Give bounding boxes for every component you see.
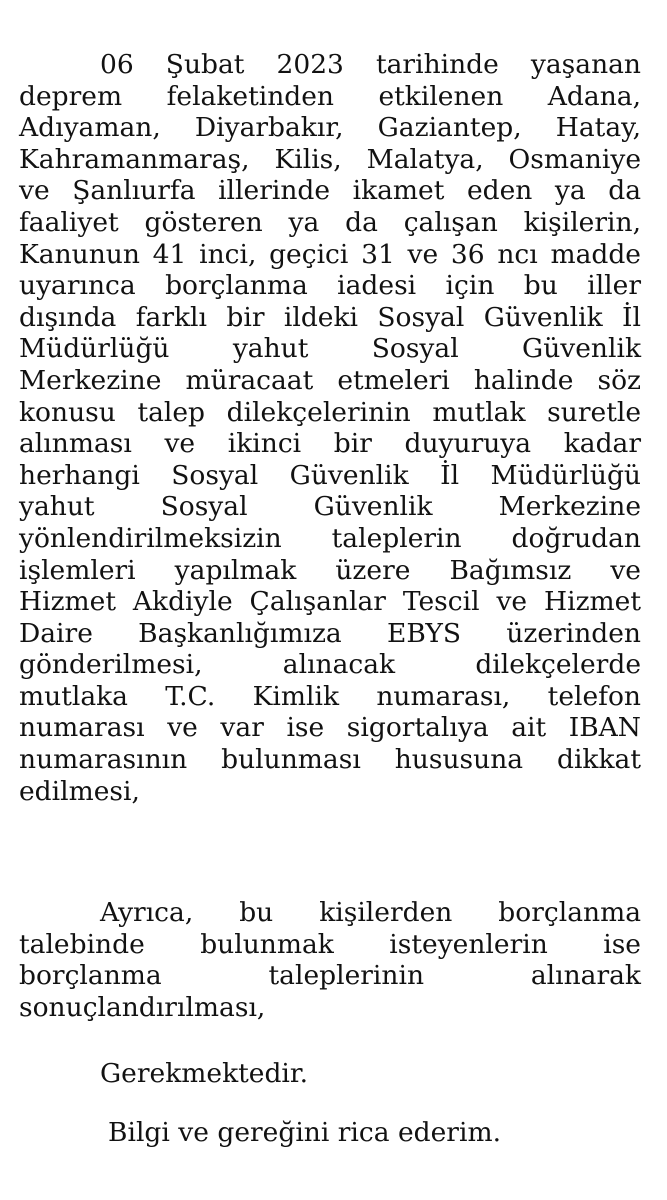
text-line: borçlanma taleplerinin alınarak xyxy=(19,960,641,992)
text-line: Adıyaman, Diyarbakır, Gaziantep, Hatay, xyxy=(19,112,641,144)
text-line: yahut Sosyal Güvenlik Merkezine xyxy=(19,491,641,523)
text-line: Ayrıca, bu kişilerden borçlanma xyxy=(100,897,641,928)
text-line: alınması ve ikinci bir duyuruya kadar xyxy=(19,428,641,460)
text-line: faaliyet gösteren ya da çalışan kişilerin, xyxy=(19,206,641,238)
body-paragraph-1 xyxy=(19,49,641,807)
closing-line xyxy=(100,1058,600,1090)
text-line: edilmesi, xyxy=(19,775,140,807)
text-line: Bilgi ve gereğini rica ederim. xyxy=(108,1117,501,1148)
text-line: Merkezine müracaat etmeleri halinde söz xyxy=(19,364,641,396)
text-line: dışında farklı bir ildeki Sosyal Güvenlik İl xyxy=(19,301,641,333)
text-line: gönderilmesi, alınacak dilekçelerde xyxy=(19,649,641,681)
text-line: numarasının bulunması hususuna dikkat xyxy=(19,744,641,776)
text-line: uyarınca borçlanma iadesi için bu iller xyxy=(19,270,641,302)
text-line: sonuçlandırılması, xyxy=(19,991,266,1023)
text-line: Kahramanmaraş, Kilis, Malatya, Osmaniye xyxy=(19,143,641,175)
text-line: yönlendirilmeksizin taleplerin doğrudan xyxy=(19,522,641,554)
text-line: Kanunun 41 inci, geçici 31 ve 36 ncı madde xyxy=(19,238,641,270)
text-line: işlemleri yapılmak üzere Bağımsız ve xyxy=(19,554,641,586)
text-line: Gerekmektedir. xyxy=(100,1058,309,1089)
text-line: numarası ve var ise sigortalıya ait IBAN xyxy=(19,712,641,744)
text-line: mutlaka T.C. Kimlik numarası, telefon xyxy=(19,680,641,712)
body-paragraph-2 xyxy=(19,897,641,1023)
text-line: talebinde bulunmak isteyenlerin ise xyxy=(19,928,641,960)
text-line: 06 Şubat 2023 tarihinde yaşanan xyxy=(100,49,641,80)
text-line: Daire Başkanlığımıza EBYS üzerinden xyxy=(19,617,641,649)
text-line: konusu talep dilekçelerinin mutlak suretle xyxy=(19,396,641,428)
text-line: Hizmet Akdiyle Çalışanlar Tescil ve Hizmet xyxy=(19,586,641,618)
text-line: Müdürlüğü yahut Sosyal Güvenlik xyxy=(19,333,641,365)
text-line: deprem felaketinden etkilenen Adana, xyxy=(19,80,641,112)
signoff-line xyxy=(108,1117,628,1149)
text-line: herhangi Sosyal Güvenlik İl Müdürlüğü xyxy=(19,459,641,491)
text-line: ve Şanlıurfa illerinde ikamet eden ya da xyxy=(19,175,641,207)
